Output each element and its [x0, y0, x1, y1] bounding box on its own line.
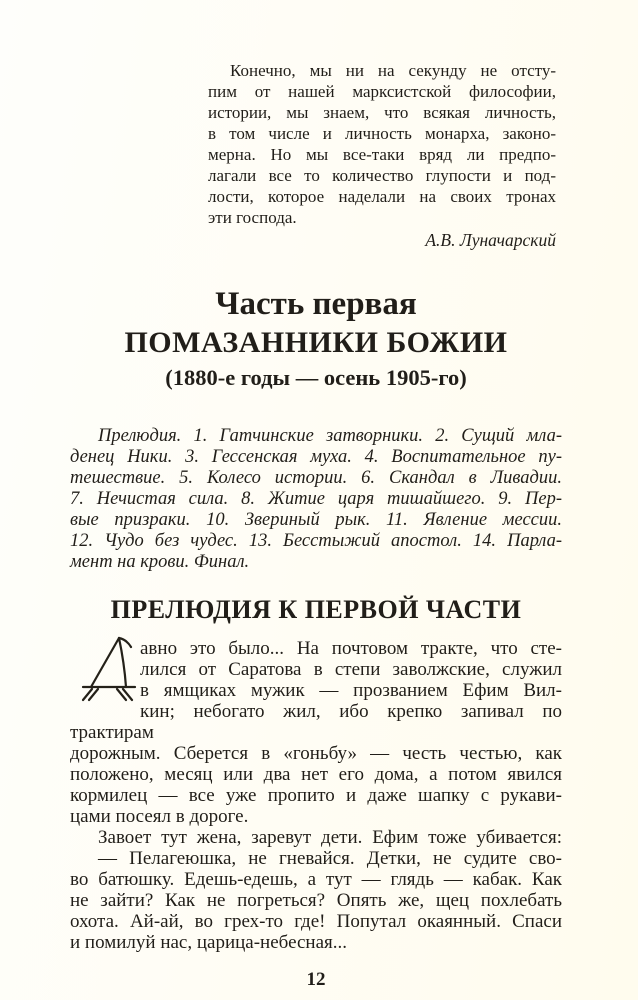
part-title: Часть первая: [215, 286, 417, 322]
body-line: в ямщиках мужик — прозванием Ефим Вил-: [140, 680, 562, 701]
chapter-list-line: денец Ники. 3. Гессенская муха. 4. Воспитательное пу-: [70, 447, 562, 467]
epigraph-line: лости, которое наделали на своих тронах: [208, 187, 556, 206]
epigraph-line: в том числе и личность монарха, законо-: [208, 124, 556, 143]
body-line: не зайти? Как не погреться? Опять же, щец похлебать: [70, 890, 562, 911]
chapter-list: [70, 426, 562, 573]
part-name: ПОМАЗАННИКИ БОЖИИ: [124, 326, 508, 359]
chapter-list-line: Прелюдия. 1. Гатчинские затворники. 2. Сущий мла-: [98, 426, 562, 446]
body-line: кин; небогато жил, ибо крепко запивал по трактирам: [70, 701, 562, 743]
body-text: [70, 638, 562, 953]
epigraph-attribution: А.В. Луначарский: [425, 230, 556, 250]
chapter-list-line: 12. Чудо без чудес. 13. Бесстыжий апостол. 14. Парла-: [70, 531, 562, 551]
body-line: кормилец — все уже пропито и даже шапку с рукави-: [70, 785, 562, 806]
drop-cap-letter: [70, 638, 71, 639]
epigraph: [208, 60, 556, 251]
body-line: цами посеял в дороге.: [70, 806, 249, 827]
part-date-range: (1880-е годы — осень 1905-го): [165, 365, 467, 390]
body-line: охота. Ай-ай, во грех-то где! Попутал окаянный. Спаси: [70, 911, 562, 932]
chapter-list-line: тешествие. 5. Колесо истории. 6. Скандал в Ливадии.: [70, 468, 562, 488]
prelude-heading: ПРЕЛЮДИЯ К ПЕРВОЙ ЧАСТИ: [110, 595, 522, 624]
body-line: — Пелагеюшка, не гневайся. Детки, не судите сво-: [98, 848, 562, 869]
part-heading: [70, 285, 562, 393]
epigraph-line: эти господа.: [208, 208, 297, 227]
body-line: положено, месяц или два нет его дома, а потом явился: [70, 764, 562, 785]
page-number: 12: [306, 969, 326, 990]
epigraph-line: мерна. Но мы все-таки вряд ли предпо-: [208, 145, 556, 164]
epigraph-line: пим от нашей марксистской философии,: [208, 82, 556, 101]
chapter-list-line: мент на крови. Финал.: [70, 552, 250, 572]
epigraph-line: лагали все то количество глупости и под-: [208, 166, 556, 185]
drop-cap-glyph: [76, 637, 142, 701]
body-line: Завоет тут жена, заревут дети. Ефим тоже убивается:: [98, 827, 562, 848]
epigraph-line: истории, мы знаем, что всякая личность,: [208, 103, 556, 122]
body-line: и помилуй нас, царица-небесная...: [70, 932, 347, 953]
epigraph-line: Конечно, мы ни на секунду не отсту-: [230, 61, 556, 80]
drop-cap: [70, 638, 140, 702]
chapter-list-line: вые призраки. 10. Звериный рык. 11. Явление мессии.: [70, 510, 562, 530]
body-line: авно это было... На почтовом тракте, что сте-: [140, 638, 562, 659]
body-line: лился от Саратова в степи заволжские, служил: [140, 659, 562, 680]
chapter-list-line: 7. Нечистая сила. 8. Житие царя тишайшего. 9. Пер-: [70, 489, 562, 509]
body-line: во батюшку. Едешь-едешь, а тут — глядь — кабак. Как: [70, 869, 562, 890]
body-line: дорожным. Сберется в «гоньбу» — честь честью, как: [70, 743, 562, 764]
